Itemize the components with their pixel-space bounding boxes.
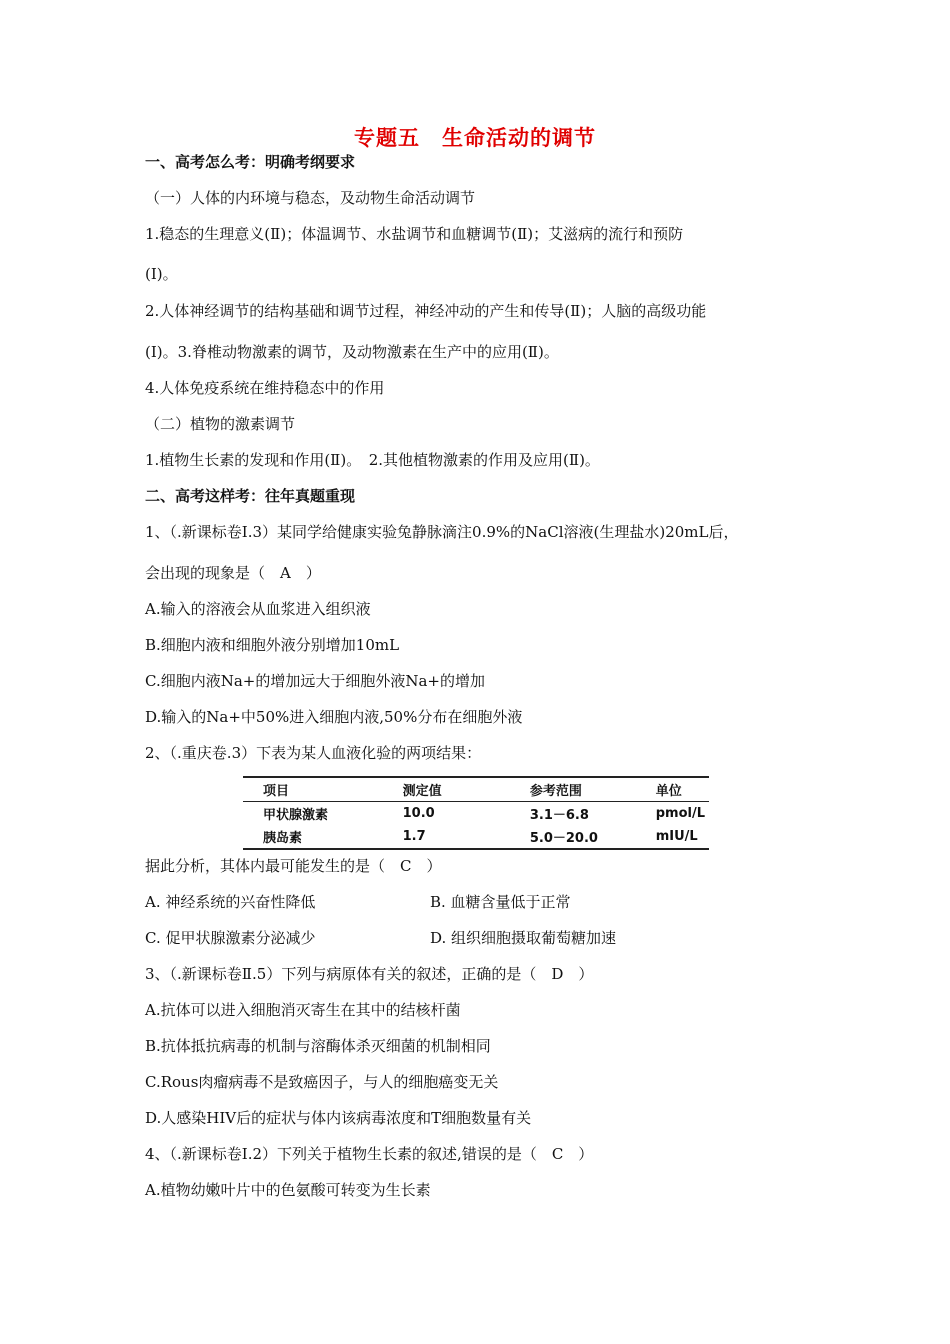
q1-option-d: D.输入的Na+中50%进入细胞内液,50%分布在细胞外液 (145, 708, 523, 726)
q1-option-b: B.细胞内液和细胞外液分别增加10mL (145, 636, 400, 654)
table-cell: pmol/L (655, 806, 705, 821)
section2-heading: 二、高考这样考：往年真题重现 (145, 487, 356, 505)
q2-options-row1 (145, 892, 571, 912)
table-cell: 甲状腺激素 (263, 808, 329, 823)
section1-heading: 一、高考怎么考：明确考纲要求 (145, 153, 356, 171)
q1-option-a: A.输入的溶液会从血浆进入组织液 (145, 600, 371, 618)
q2-option-c: C. 促甲状腺激素分泌减少 (145, 929, 316, 947)
blood-test-table (243, 776, 709, 850)
syllabus-item: (Ⅰ)。3.脊椎动物激素的调节，及动物激素在生产中的应用(Ⅱ)。 (145, 343, 559, 361)
q2-option-a: A. 神经系统的兴奋性降低 (145, 893, 316, 911)
table-header: 项目 (263, 784, 290, 799)
q2-option-d: D. 组织细胞摄取葡萄糖加速 (430, 929, 617, 947)
table-cell: mIU/L (655, 829, 698, 844)
table-cell: 3.1－6.8 (529, 808, 589, 823)
q3-option-c: C.Rous肉瘤病毒不是致癌因子，与人的细胞癌变无关 (145, 1073, 499, 1091)
table-row (243, 802, 709, 826)
table-header-row (243, 777, 709, 802)
q3-option-a: A.抗体可以进入细胞消灭寄生在其中的结核杆菌 (145, 1001, 461, 1019)
table-cell: 5.0－20.0 (529, 831, 598, 846)
q3-option-d: D.人感染HIV后的症状与体内该病毒浓度和T细胞数量有关 (145, 1109, 532, 1127)
table-cell: 胰岛素 (263, 831, 303, 846)
table-cell: 1.7 (402, 829, 426, 844)
table-header: 参考范围 (529, 784, 582, 799)
syllabus-item: (Ⅰ)。 (145, 265, 178, 283)
q4-stem: 4、（.新课标卷Ⅰ.2）下列关于植物生长素的叙述,错误的是（ C ） (145, 1145, 594, 1163)
table-row (243, 825, 709, 849)
plant-hormone-item: 1.植物生长素的发现和作用(Ⅱ)。 2.其他植物激素的作用及应用(Ⅱ)。 (145, 451, 600, 469)
q2-stem: 2、（.重庆卷.3）下表为某人血液化验的两项结果： (145, 744, 482, 762)
table-cell: 10.0 (402, 806, 435, 821)
q2-options-row2 (145, 928, 617, 948)
q3-option-b: B.抗体抵抗病毒的机制与溶酶体杀灭细菌的机制相同 (145, 1037, 491, 1055)
q4-option-a: A.植物幼嫩叶片中的色氨酸可转变为生长素 (145, 1181, 431, 1199)
table-header: 单位 (655, 784, 682, 799)
section1-sub1: （一）人体的内环境与稳态，及动物生命活动调节 (145, 189, 476, 207)
q1-stem-cont: 会出现的现象是（ A ） (145, 564, 321, 582)
document-title: 专题五 生命活动的调节 (354, 126, 596, 150)
q3-stem: 3、（.新课标卷Ⅱ.5）下列与病原体有关的叙述，正确的是（ D ） (145, 965, 594, 983)
q2-option-b: B. 血糖含量低于正常 (430, 893, 571, 911)
q1-stem: 1、（.新课标卷Ⅰ.3）某同学给健康实验兔静脉滴注0.9%的NaCl溶液(生理盐水)20mL后， (145, 523, 739, 541)
syllabus-item: 1.稳态的生理意义(Ⅱ)；体温调节、水盐调节和血糖调节(Ⅱ)；艾滋病的流行和预防 (145, 225, 684, 243)
syllabus-item: 2.人体神经调节的结构基础和调节过程，神经冲动的产生和传导(Ⅱ)；人脑的高级功能 (145, 302, 707, 320)
q1-option-c: C.细胞内液Na+的增加远大于细胞外液Na+的增加 (145, 672, 485, 690)
q2-question: 据此分析，其体内最可能发生的是（ C ） (145, 857, 442, 875)
table-header: 测定值 (402, 784, 442, 799)
section1-sub2: （二）植物的激素调节 (145, 415, 296, 433)
syllabus-item: 4.人体免疫系统在维持稳态中的作用 (145, 379, 385, 397)
